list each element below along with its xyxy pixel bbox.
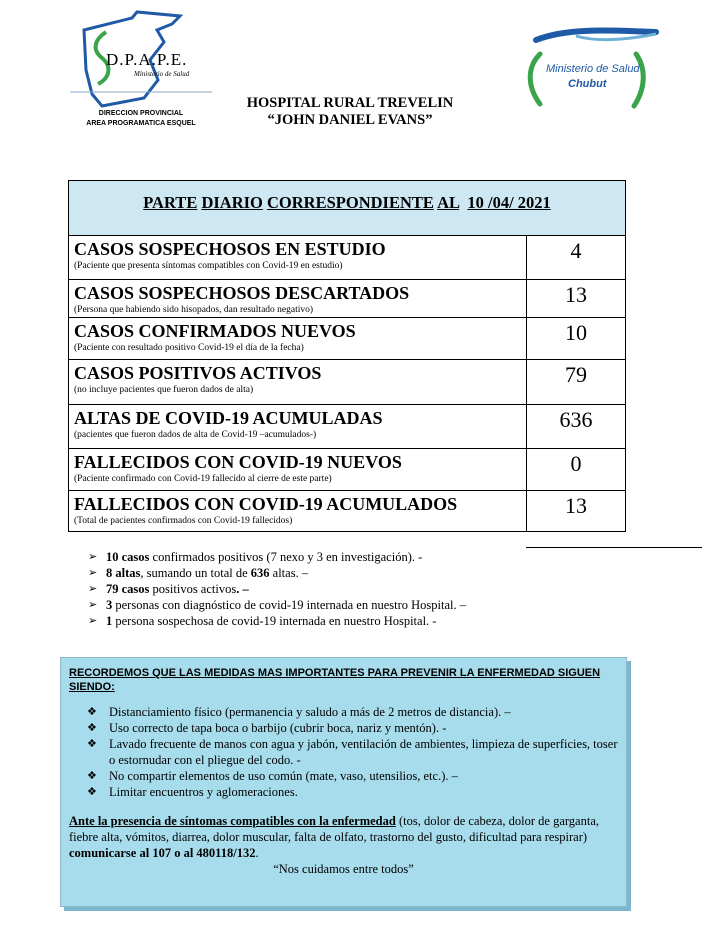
row-label bbox=[69, 318, 527, 359]
list-item-text bbox=[106, 613, 436, 629]
summary-list bbox=[88, 549, 628, 629]
row-value: 636 bbox=[559, 407, 593, 432]
row-subtitle: (Total de pacientes confirmados con Covid-19 fallecidos) bbox=[74, 516, 293, 526]
row-title: CASOS POSITIVOS ACTIVOS bbox=[74, 363, 322, 383]
arrow-bullet-icon: ➢ bbox=[88, 566, 98, 579]
prevention-list bbox=[69, 704, 618, 800]
bullet-bold: 636 bbox=[250, 566, 270, 580]
prevention-item: Uso correcto de tapa boca o barbijo (cubrir boca, nariz y mentón). - bbox=[109, 721, 447, 735]
row-subtitle: (Paciente que presenta síntomas compatibles con Covid-19 en estudio) bbox=[74, 261, 343, 271]
table-row bbox=[69, 491, 625, 531]
daily-report-table bbox=[68, 180, 626, 532]
hospital-subname: “JOHN DANIEL EVANS” bbox=[267, 112, 433, 128]
diamond-bullet-icon: ❖ bbox=[87, 769, 97, 782]
row-value: 0 bbox=[570, 451, 582, 476]
contact-numbers: comunicarse al 107 o al 480118/132 bbox=[69, 846, 256, 860]
list-item bbox=[87, 720, 618, 736]
prevention-item: Limitar encuentros y aglomeraciones. bbox=[109, 785, 298, 799]
report-heading bbox=[69, 181, 625, 236]
row-title: CASOS SOSPECHOSOS EN ESTUDIO bbox=[74, 239, 386, 259]
row-label bbox=[69, 236, 527, 279]
table-row bbox=[69, 236, 625, 280]
row-value: 13 bbox=[565, 282, 587, 307]
row-title: ALTAS DE COVID-19 ACUMULADAS bbox=[74, 408, 383, 428]
bullet-bold: . – bbox=[236, 582, 249, 596]
prevention-item: No compartir elementos de uso común (mate, vaso, utensilios, etc.). – bbox=[109, 769, 458, 783]
heading-word: AL bbox=[437, 193, 460, 212]
row-label bbox=[69, 280, 527, 317]
row-subtitle: (pacientes que fueron dados de alta de Covid-19 –acumulados-) bbox=[74, 430, 317, 440]
row-title: FALLECIDOS CON COVID-19 ACUMULADOS bbox=[74, 494, 458, 514]
row-title: CASOS SOSPECHOSOS DESCARTADOS bbox=[74, 283, 410, 303]
bullet-text: persona sospechosa de covid-19 internada en nuestro Hospital. - bbox=[112, 614, 437, 628]
table-row bbox=[69, 405, 625, 449]
closing-end: . bbox=[255, 846, 259, 860]
symptoms-paragraph bbox=[69, 813, 618, 861]
bullet-bold: 3 bbox=[106, 598, 113, 612]
divider bbox=[526, 547, 702, 548]
row-label bbox=[69, 491, 527, 531]
dpape-logo bbox=[62, 10, 222, 128]
logo-direction-line2: AREA PROGRAMATICA ESQUEL bbox=[86, 120, 196, 127]
arrow-bullet-icon: ➢ bbox=[88, 550, 98, 563]
bullet-bold: 10 casos bbox=[106, 550, 150, 564]
diamond-bullet-icon: ❖ bbox=[87, 721, 97, 734]
list-item bbox=[88, 613, 628, 629]
row-subtitle: (no incluye pacientes que fueron dados de alta) bbox=[74, 385, 254, 395]
row-subtitle: (Persona que habiendo sido hisopados, dan resultado negativo) bbox=[74, 305, 314, 315]
list-item bbox=[88, 597, 628, 613]
logo-acronym: D.P.A.P.E. bbox=[106, 50, 188, 69]
prevention-box bbox=[60, 657, 627, 907]
table-row bbox=[69, 360, 625, 405]
bullet-text: personas con diagnóstico de covid-19 internada en nuestro Hospital. – bbox=[112, 598, 466, 612]
bullet-text: , sumando un total de bbox=[140, 566, 251, 580]
list-item bbox=[87, 736, 618, 768]
row-label bbox=[69, 449, 527, 490]
row-title: FALLECIDOS CON COVID-19 NUEVOS bbox=[74, 452, 402, 472]
list-item bbox=[88, 565, 628, 581]
bullet-text: positivos activos bbox=[149, 582, 237, 596]
list-item bbox=[87, 768, 618, 784]
table-row bbox=[69, 449, 625, 491]
table-row bbox=[69, 280, 625, 318]
arrow-bullet-icon: ➢ bbox=[88, 614, 98, 627]
row-value: 79 bbox=[565, 362, 587, 387]
heading-word: PARTE bbox=[143, 193, 198, 212]
heading-word: DIARIO bbox=[201, 193, 263, 212]
diamond-bullet-icon: ❖ bbox=[87, 705, 97, 718]
arrow-bullet-icon: ➢ bbox=[88, 598, 98, 611]
list-item-text bbox=[106, 549, 422, 565]
table-row bbox=[69, 318, 625, 360]
closing-underlined: Ante la presencia de síntomas compatibles con la enfermedad bbox=[69, 814, 396, 828]
row-value: 10 bbox=[565, 320, 587, 345]
row-subtitle: (Paciente confirmado con Covid-19 fallecido al cierre de este parte) bbox=[74, 474, 332, 484]
prevention-item: Distanciamiento físico (permanencia y saludo a más de 2 metros de distancia). – bbox=[109, 705, 511, 719]
row-label bbox=[69, 405, 527, 448]
bullet-bold: 79 casos bbox=[106, 582, 150, 596]
diamond-bullet-icon: ❖ bbox=[87, 785, 97, 798]
row-label bbox=[69, 360, 527, 404]
diamond-bullet-icon: ❖ bbox=[87, 737, 97, 750]
list-item bbox=[87, 784, 618, 800]
closing-middle: (tos, dolor de cabeza, dolor de garganta, fiebre alta, vómitos, diarrea, dolor muscular, falta de olfato, trastorno del gusto, dificultad para respirar) bbox=[69, 814, 600, 844]
logo-right-line2: Chubut bbox=[568, 78, 607, 90]
prevention-item: Lavado frecuente de manos con agua y jabón, ventilación de ambientes, limpieza de superficies, toser o estornudar con el pliegue del codo. - bbox=[109, 737, 618, 767]
list-item-text bbox=[106, 581, 249, 597]
list-item bbox=[88, 581, 628, 597]
list-item-text bbox=[106, 597, 466, 613]
bullet-text: altas. – bbox=[269, 566, 309, 580]
arrow-bullet-icon: ➢ bbox=[88, 582, 98, 595]
ministerio-salud-chubut-logo bbox=[516, 18, 676, 118]
bullet-bold: 8 altas bbox=[106, 566, 141, 580]
logo-direction bbox=[76, 109, 206, 129]
logo-right-line1: Ministerio de Salud bbox=[546, 63, 640, 75]
bullet-bold: 1 bbox=[106, 614, 113, 628]
row-value: 13 bbox=[565, 493, 587, 518]
row-title: CASOS CONFIRMADOS NUEVOS bbox=[74, 321, 356, 341]
row-value: 4 bbox=[570, 238, 582, 263]
list-item bbox=[88, 549, 628, 565]
list-item-text bbox=[106, 565, 308, 581]
motto: “Nos cuidamos entre todos” bbox=[273, 862, 414, 876]
list-item bbox=[87, 704, 618, 720]
bullet-text: confirmados positivos (7 nexo y 3 en investigación). - bbox=[149, 550, 423, 564]
heading-word: CORRESPONDIENTE bbox=[267, 193, 434, 212]
logo-direction-line1: DIRECCION PROVINCIAL bbox=[98, 110, 184, 117]
hospital-name: HOSPITAL RURAL TREVELIN bbox=[246, 95, 454, 111]
logo-ministry: Ministerio de Salud bbox=[134, 70, 190, 78]
report-date: 10 /04/ 2021 bbox=[467, 193, 551, 212]
hospital-title bbox=[200, 95, 500, 129]
prevention-heading: RECORDEMOS QUE LAS MEDIDAS MAS IMPORTANTES PARA PREVENIR LA ENFERMEDAD SIGUEN SIENDO: bbox=[69, 667, 601, 693]
row-subtitle: (Paciente con resultado positivo Covid-19 el día de la fecha) bbox=[74, 343, 304, 353]
